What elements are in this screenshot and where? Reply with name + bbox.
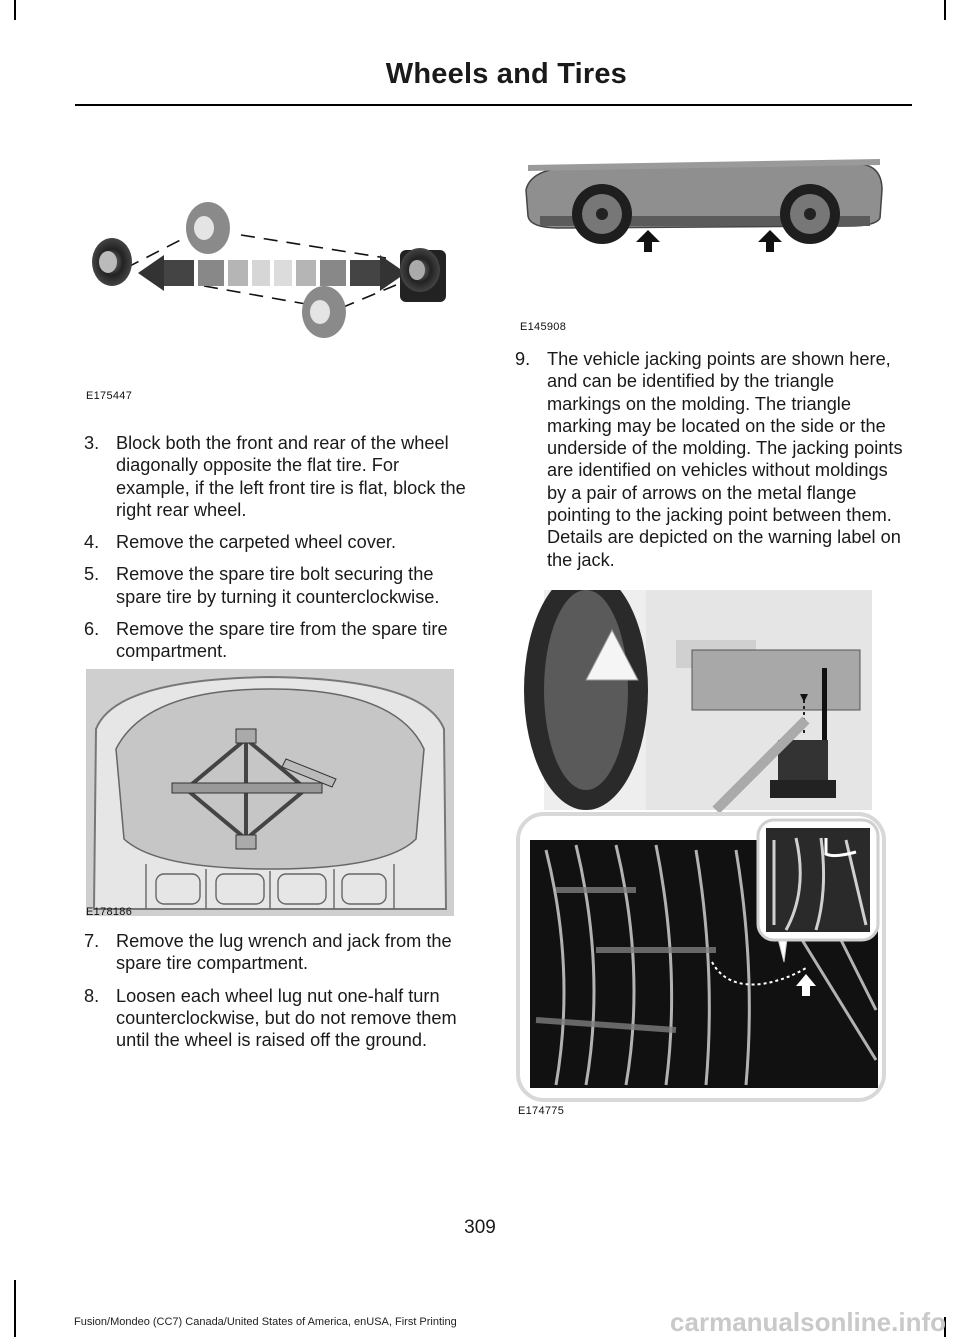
list-item — [84, 531, 476, 553]
list-item — [84, 432, 476, 521]
figure-code: E174775 — [518, 1105, 565, 1117]
footer-text: Fusion/Mondeo (CC7) Canada/United States of America, enUSA, First Printing — [74, 1316, 457, 1328]
figure-code: E145908 — [520, 321, 567, 333]
crop-mark-bl — [14, 1280, 16, 1337]
steps-list-c — [515, 348, 911, 581]
watermark: carmanualsonline.info — [670, 1307, 946, 1337]
step-text: Block both the front and rear of the wheel diagonally opposite the flat tire. For example, if the left front tire is flat, block the right rear wheel. — [116, 433, 466, 520]
tire-rotation-figure — [86, 190, 466, 340]
step-text: Loosen each wheel lug nut one-half turn counterclockwise, but do not remove them until the wheel is raised off the ground. — [116, 985, 457, 1051]
page-number: 309 — [464, 1217, 496, 1238]
step-number: 3. — [84, 433, 100, 453]
step-number: 7. — [84, 931, 100, 951]
figure-code: E175447 — [86, 390, 133, 402]
steps-list-b — [84, 930, 476, 1061]
list-item — [84, 930, 476, 975]
crop-mark-tr — [944, 0, 946, 20]
crop-mark-tl — [14, 0, 16, 20]
vehicle-side-figure — [520, 150, 890, 260]
step-number: 8. — [84, 985, 100, 1006]
page-title: Wheels and Tires — [385, 58, 627, 90]
step-number: 5. — [84, 564, 100, 585]
jacking-point-figure — [516, 590, 888, 1102]
list-item — [84, 985, 476, 1052]
step-number: 6. — [84, 619, 100, 640]
step-number: 9. — [515, 349, 531, 369]
figure-code: E178186 — [86, 906, 133, 918]
header-rule — [75, 104, 912, 106]
steps-list-a — [84, 432, 476, 673]
list-item — [515, 348, 911, 571]
list-item — [84, 563, 476, 608]
step-text: Remove the spare tire from the spare tire compartment. — [116, 619, 448, 662]
step-text: Remove the lug wrench and jack from the spare tire compartment. — [116, 931, 452, 974]
step-number: 4. — [84, 532, 100, 553]
step-text: The vehicle jacking points are shown here, and can be identified by the triangle markings on the molding. The triangle marking may be located on the side or the underside of the molding. The jacking points are identified on vehicles without moldings by a pair of arrows on the metal flange pointing to the jacking point between them. Details are depicted on the warning label on the jack. — [547, 349, 903, 570]
spare-compartment-figure — [86, 669, 454, 916]
list-item — [84, 618, 476, 663]
step-text: Remove the carpeted wheel cover. — [116, 532, 397, 553]
step-text: Remove the spare tire bolt securing the spare tire by turning it counterclockwise. — [116, 564, 440, 607]
